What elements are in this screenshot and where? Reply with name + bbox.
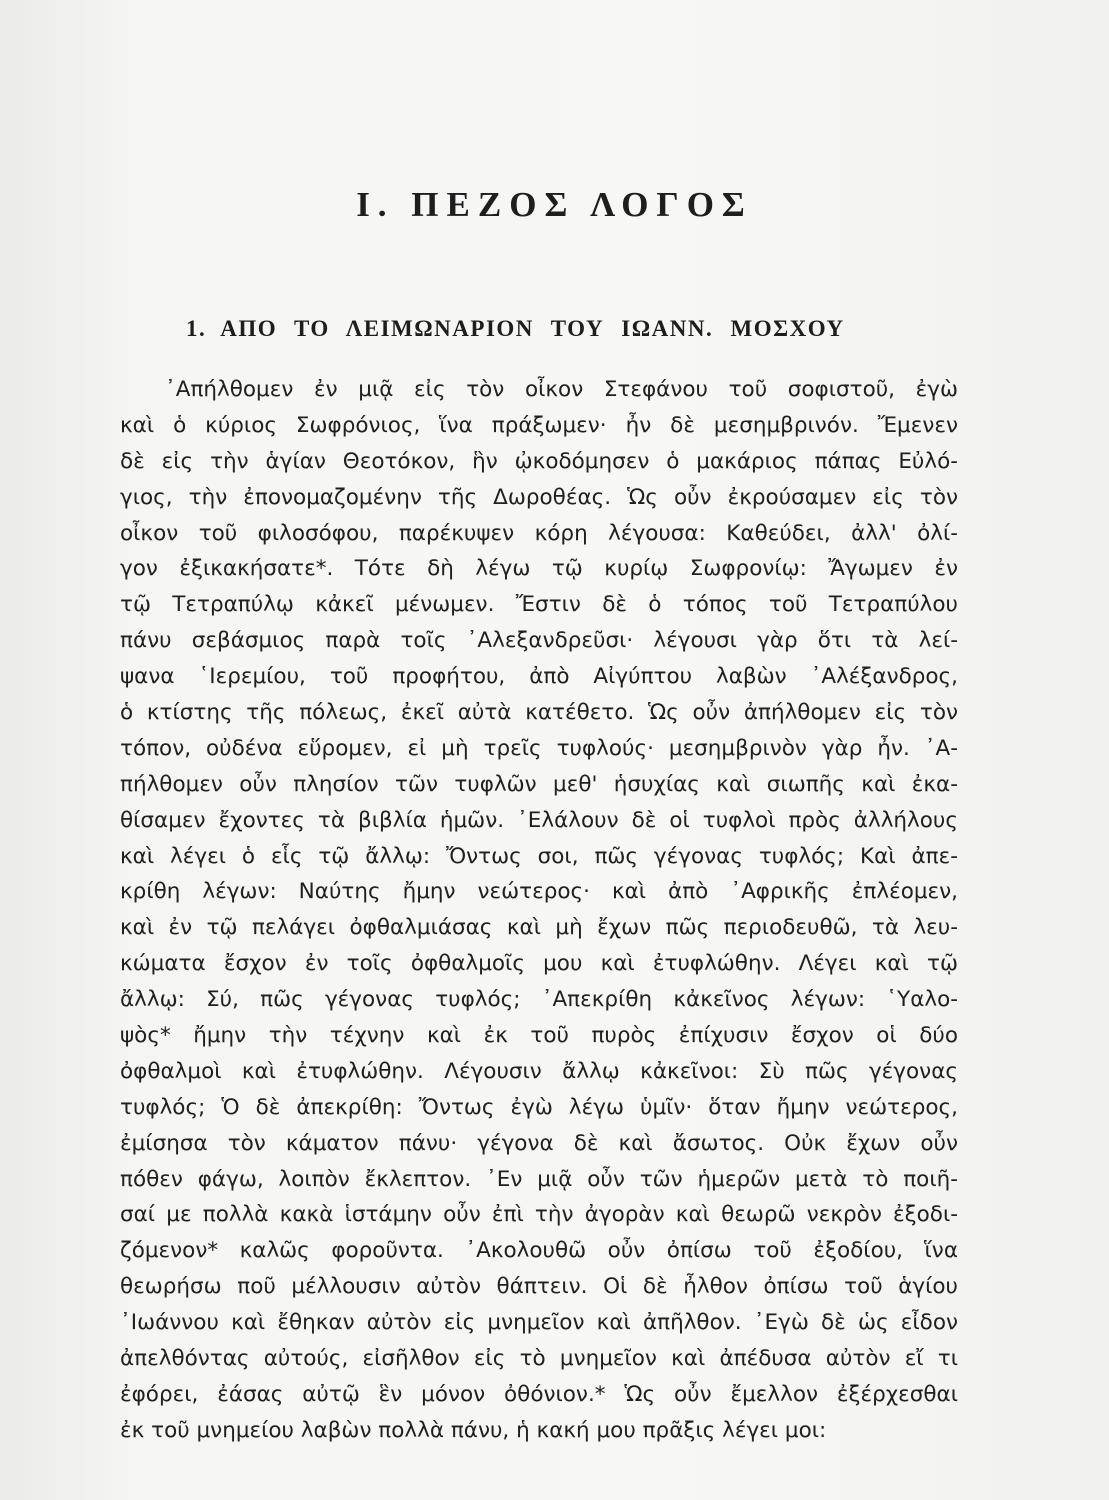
text-line: πήλθομεν οὖν πλησίον τῶν τυφλῶν μεθ' ἡσυχίας καὶ σιωπῆς καὶ ἐκα- [120, 771, 958, 797]
text-line: καὶ λέγει ὁ εἷς τῷ ἄλλῳ: Ὄντως σοι, πῶς γέγονας τυφλός; Καὶ ἀπε- [120, 843, 958, 869]
text-line: κώματα ἔσχον ἐν τοῖς ὀφθαλμοῖς μου καὶ ἐτυφλώθην. Λέγει καὶ τῷ [120, 951, 958, 977]
text-line: ᾿Απήλθομεν ἐν μιᾷ εἰς τὸν οἶκον Στεφάνου τοῦ σοφιστοῦ, ἐγὼ [165, 377, 958, 402]
text-line: σαί με πολλὰ κακὰ ἱστάμην οὖν ἐπὶ τὴν ἀγορὰν καὶ θεωρῶ νεκρὸν ἐξοδι- [120, 1202, 958, 1228]
text-line: ἐφόρει, ἐάσας αὐτῷ ἓν μόνον ὀθόνιον.* Ὡς οὖν ἔμελλον ἐξέρχεσθαι [120, 1381, 958, 1407]
text-line: τῷ Τετραπύλῳ κἀκεῖ μένωμεν. Ἔστιν δὲ ὁ τόπος τοῦ Τετραπύλου [120, 592, 958, 618]
text-line: ὁ κτίστης τῆς πόλεως, ἐκεῖ αὐτὰ κατέθετο. Ὡς οὖν ἀπήλθομεν εἰς τὸν [120, 700, 958, 726]
text-line: ψὸς* ἤμην τὴν τέχνην καὶ ἐκ τοῦ πυρὸς ἐπίχυσιν ἔσχον οἱ δύο [120, 1023, 958, 1049]
text-line: κρίθη λέγων: Ναύτης ἤμην νεώτερος· καὶ ἀπὸ ᾿Αφρικῆς ἐπλέομεν, [120, 879, 958, 905]
body-text [120, 372, 958, 1449]
text-line: καὶ ὁ κύριος Σωφρόνιος, ἵνα πράξωμεν· ἦν δὲ μεσημβρινόν. Ἔμενεν [120, 412, 958, 438]
text-line: ὀφθαλμοὶ καὶ ἐτυφλώθην. Λέγουσιν ἄλλῳ κἀκεῖνοι: Σὺ πῶς γέγονας [120, 1058, 958, 1084]
text-line: οἶκον τοῦ φιλοσόφου, παρέκυψεν κόρη λέγουσα: Καθεύδει, ἀλλ' ὀλί- [120, 520, 958, 546]
text-line: καὶ ἐν τῷ πελάγει ὀφθαλμιάσας καὶ μὴ ἔχων πῶς περιοδευθῶ, τὰ λευ- [120, 915, 958, 941]
text-line: τυφλός; Ὁ δὲ ἀπεκρίθη: Ὄντως ἐγὼ λέγω ὑμῖν· ὅταν ἤμην νεώτερος, [120, 1094, 958, 1120]
section-title: I. ΠΕΖΟΣ ΛΟΓΟΣ [356, 185, 753, 224]
chapter-title: ΑΠΟ ΤΟ ΛΕΙΜΩΝΑΡΙΟΝ ΤΟΥ ΙΩΑΝΝ. ΜΟΣΧΟΥ [220, 316, 845, 341]
text-line: ἐμίσησα τὸν κάματον πάνυ· γέγονα δὲ καὶ ἄσωτος. Οὐκ ἔχων οὖν [120, 1130, 958, 1156]
text-line: ζόμενον* καλῶς φοροῦντα. ᾿Ακολουθῶ οὖν ὀπίσω τοῦ ἐξοδίου, ἵνα [120, 1238, 958, 1264]
text-line: πάνυ σεβάσμιος παρὰ τοῖς ᾿Αλεξανδρεῦσι· λέγουσι γὰρ ὅτι τὰ λεί- [120, 628, 958, 654]
text-line: ἐκ τοῦ μνημείου λαβὼν πολλὰ πάνυ, ἡ κακή μου πρᾶξις λέγει μοι: [120, 1417, 827, 1443]
text-line: θίσαμεν ἔχοντες τὰ βιβλία ἡμῶν. ᾿Ελάλουν δὲ οἱ τυφλοὶ πρὸς ἀλλήλους [120, 807, 958, 833]
text-line: πόθεν φάγω, λοιπὸν ἔκλεπτον. ᾿Εν μιᾷ οὖν τῶν ἡμερῶν μετὰ τὸ ποιῆ- [120, 1166, 958, 1192]
chapter-number: 1. [186, 316, 207, 341]
text-line: ψανα ῾Ιερεμίου, τοῦ προφήτου, ἀπὸ Αἰγύπτου λαβὼν ᾿Αλέξανδρος, [120, 664, 958, 690]
chapter-heading [186, 316, 845, 342]
text-line: ᾿Ιωάννου καὶ ἔθηκαν αὐτὸν εἰς μνημεῖον καὶ ἀπῆλθον. ᾿Εγὼ δὲ ὡς εἶδον [120, 1310, 958, 1336]
text-line: ἄλλῳ: Σύ, πῶς γέγονας τυφλός; ᾿Απεκρίθη κἀκεῖνος λέγων: ῾Υαλο- [120, 987, 958, 1013]
text-line: γον ἐξικακήσατε*. Τότε δὴ λέγω τῷ κυρίῳ Σωφρονίῳ: Ἄγωμεν ἐν [120, 556, 958, 582]
text-line: γιος, τὴν ἐπονομαζομένην τῆς Δωροθέας. Ὡς οὖν ἐκρούσαμεν εἰς τὸν [120, 484, 958, 510]
text-line: τόπον, οὐδένα εὕρομεν, εἰ μὴ τρεῖς τυφλούς· μεσημβρινὸν γὰρ ἦν. ᾿Α- [120, 735, 958, 761]
text-line: δὲ εἰς τὴν ἁγίαν Θεοτόκον, ἣν ᾠκοδόμησεν ὁ μακάριος πάπας Εὐλό- [120, 448, 958, 474]
text-line: θεωρήσω ποῦ μέλλουσιν αὐτὸν θάπτειν. Οἱ δὲ ἦλθον ὀπίσω τοῦ ἁγίου [120, 1274, 958, 1300]
text-line: ἀπελθόντας αὐτούς, εἰσῆλθον εἰς τὸ μνημεῖον καὶ ἀπέδυσα αὐτὸν εἴ τι [120, 1346, 958, 1372]
